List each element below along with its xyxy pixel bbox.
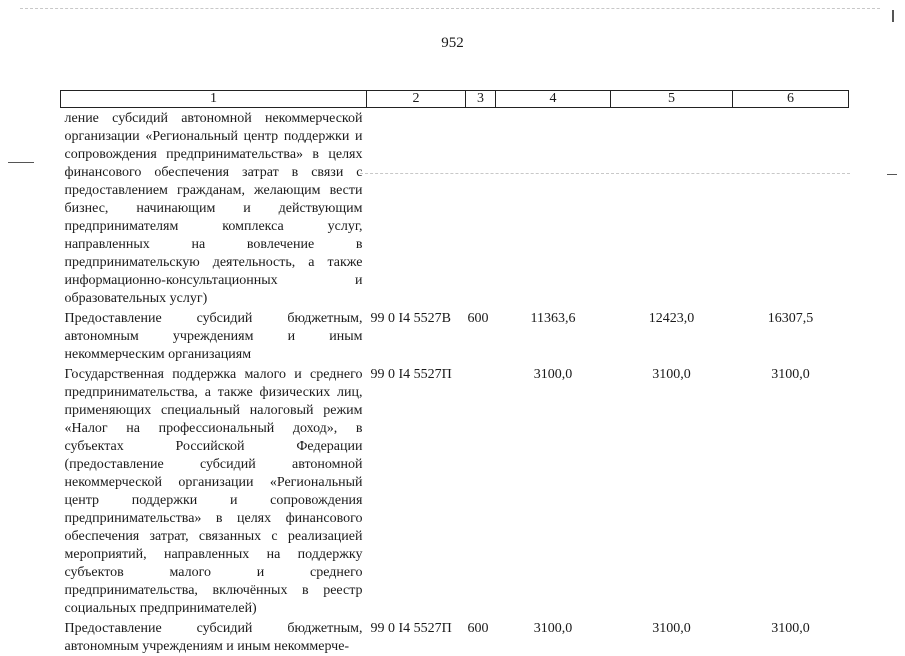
row-value-2: 3100,0 bbox=[652, 367, 691, 382]
table-header-row bbox=[61, 91, 849, 108]
row-description: Предоставление субсидий бюджетным, автономным учреждениям и иным некоммерче- bbox=[64, 621, 363, 654]
row-code: 99 0 I4 5527П bbox=[370, 621, 452, 636]
row-value-2: 3100,0 bbox=[652, 621, 691, 636]
row-expense-type bbox=[466, 364, 496, 618]
table-row bbox=[61, 364, 849, 618]
row-value-1: 3100,0 bbox=[533, 367, 573, 382]
header-col-5: 5 bbox=[611, 91, 733, 108]
row-value-1 bbox=[496, 108, 611, 309]
scan-artifact-left-mark bbox=[8, 162, 34, 163]
table-row bbox=[61, 108, 849, 309]
row-expense-type bbox=[466, 108, 496, 309]
scan-artifact-top-line bbox=[20, 8, 880, 9]
row-value-1: 11363,6 bbox=[530, 311, 576, 326]
header-col-6: 6 bbox=[733, 91, 849, 108]
table-row bbox=[61, 618, 849, 656]
row-expense-type: 600 bbox=[467, 311, 489, 326]
header-col-4: 4 bbox=[496, 91, 611, 108]
scan-artifact-mid-line bbox=[360, 173, 850, 174]
row-value-3: 3100,0 bbox=[771, 621, 810, 636]
row-expense-type: 600 bbox=[467, 621, 489, 636]
budget-table bbox=[60, 90, 849, 656]
row-value-1: 3100,0 bbox=[533, 621, 573, 636]
row-description: Предоставление субсидий бюджетным, автономным учреждениям и иным некоммерческим организациям bbox=[64, 311, 363, 362]
row-description: Государственная поддержка малого и среднего предпринимательства, а также физических лиц, применяющих специальный налоговый режим «Налог на профессиональный доход», в субъектах Российской Федерации (предоставление субсидий автономной некоммерческой организации «Региональный центр поддержки и сопровождения предпринимательства» в целях финансового обеспечения затрат, связанных с реализацией мероприятий, направленных на поддержку субъектов малого и среднего предпринимательства, включённых в реестр социальных предпринимателей) bbox=[64, 367, 363, 616]
row-value-3: 16307,5 bbox=[767, 311, 814, 326]
row-description: ление субсидий автономной некоммерческой организации «Региональный центр поддержки и сопровождения предпринимательства» в целях финансового обеспечения затрат в связи с предоставлением гражданам, желающим вести бизнес, начинающим и действующим предпринимателям комплекса услуг, направленных на вовлечение в предпринимательскую деятельность, а также информационно-консультационных и образовательных услуг) bbox=[64, 111, 363, 306]
table-row bbox=[61, 308, 849, 364]
row-value-2: 12423,0 bbox=[648, 311, 695, 326]
row-code bbox=[367, 108, 466, 309]
row-value-3: 3100,0 bbox=[771, 367, 810, 382]
scan-artifact-right-mark bbox=[887, 174, 897, 175]
row-code: 99 0 I4 5527П bbox=[370, 367, 452, 382]
header-col-2: 2 bbox=[367, 91, 466, 108]
row-value-2 bbox=[611, 108, 733, 309]
row-value-3 bbox=[733, 108, 849, 309]
row-code: 99 0 I4 5527B bbox=[370, 311, 451, 326]
page-number: 952 bbox=[441, 35, 464, 51]
header-col-3: 3 bbox=[466, 91, 496, 108]
scan-artifact-corner-mark bbox=[892, 10, 894, 22]
header-col-1: 1 bbox=[61, 91, 367, 108]
